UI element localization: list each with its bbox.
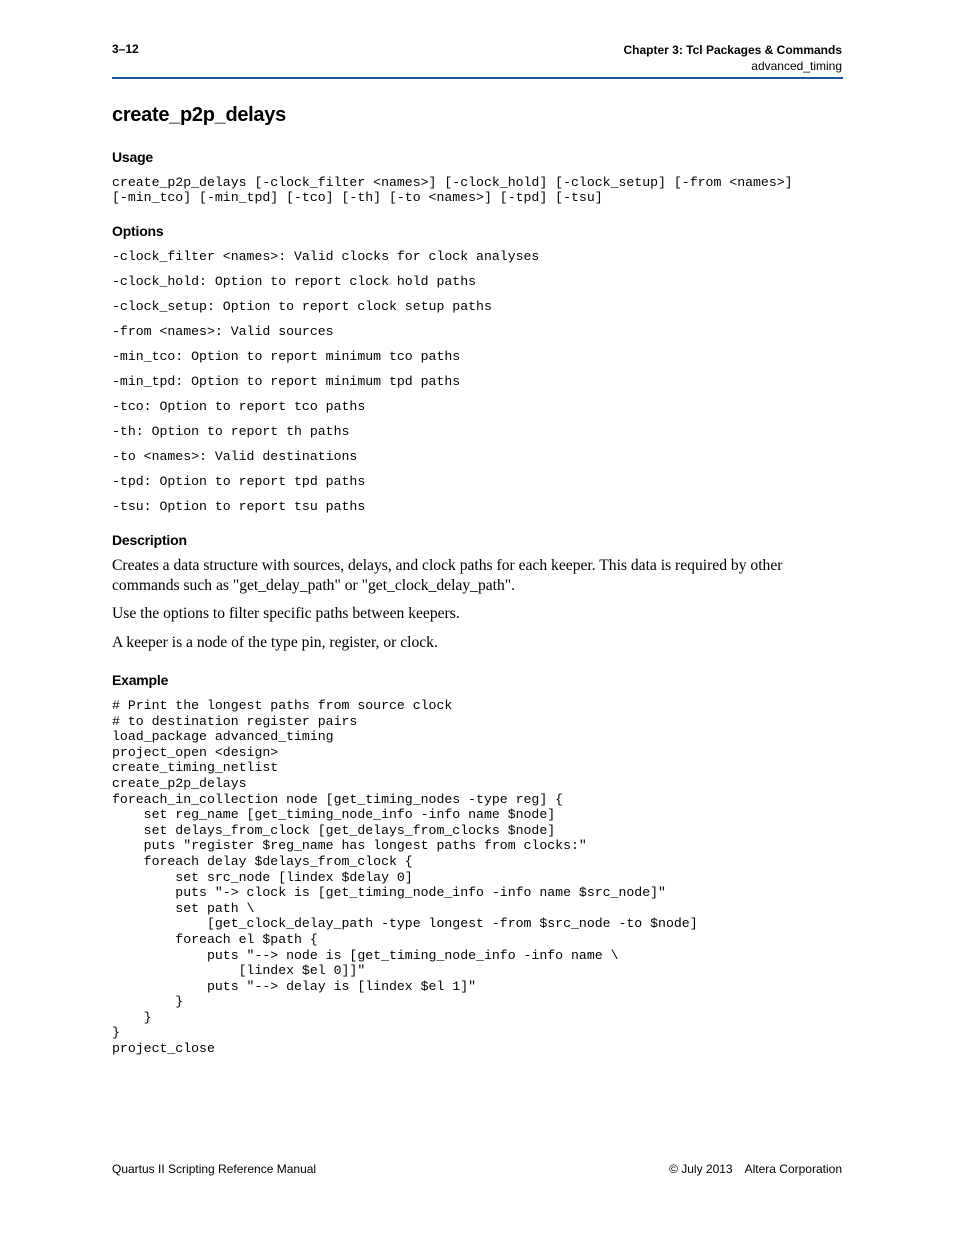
options-heading: Options xyxy=(112,223,164,239)
option-item: -tco: Option to report tco paths xyxy=(112,399,366,414)
description-paragraph: A keeper is a node of the type pin, register, or clock. xyxy=(112,634,438,651)
option-item: -min_tpd: Option to report minimum tpd paths xyxy=(112,374,461,389)
usage-line-2: [-min_tco] [-min_tpd] [-tco] [-th] [-to <names>] [-tpd] [-tsu] xyxy=(112,190,603,205)
footer-date: © July 2013 xyxy=(669,1162,733,1176)
option-item: -to <names>: Valid destinations xyxy=(112,449,358,464)
package-name: advanced_timing xyxy=(751,59,842,73)
option-item: -tpd: Option to report tpd paths xyxy=(112,474,366,489)
footer-copyright xyxy=(669,1162,842,1176)
option-item: -from <names>: Valid sources xyxy=(112,324,334,339)
description-paragraph: Creates a data structure with sources, delays, and clock paths for each keeper. This data is required by other commands such as "get_delay_path" or "get_clock_delay_path". xyxy=(112,557,783,594)
footer-company: Altera Corporation xyxy=(744,1162,842,1176)
option-item: -th: Option to report th paths xyxy=(112,424,350,439)
description-paragraph: Use the options to filter specific paths between keepers. xyxy=(112,605,460,622)
description-heading: Description xyxy=(112,532,187,548)
option-item: -clock_setup: Option to report clock setup paths xyxy=(112,299,492,314)
running-header xyxy=(623,42,842,74)
page-number: 3–12 xyxy=(112,42,139,56)
option-item: -clock_hold: Option to report clock hold paths xyxy=(112,274,477,289)
command-title: create_p2p_delays xyxy=(112,104,286,126)
usage-heading: Usage xyxy=(112,149,154,165)
example-code: # Print the longest paths from source clock # to destination register pairs load_package advanced_timing project_open <design> create_timing_netlist create_p2p_delays foreach_in_collection node [get_timing_nodes -type reg] { set reg_name [get_timing_node_info -info name $node] set delays_from_clock [get_delays_from_clocks $node] puts "register $reg_name has longest paths from clocks:" foreach delay $delays_from_clock { set src_node [lindex $delay 0] puts "-> clock is [get_timing_node_info -info name $src_node]" set path \ [get_clock_delay_path -type longest -from $src_node -to $node] foreach el $path { puts "--> node is [get_timing_node_info -info name \ [lindex $el 0]]" puts "--> delay is [lindex $el 1]" } } } project_close xyxy=(112,698,698,1057)
option-item: -min_tco: Option to report minimum tco paths xyxy=(112,349,461,364)
option-item: -tsu: Option to report tsu paths xyxy=(112,499,366,514)
chapter-title: Chapter 3: Tcl Packages & Commands xyxy=(623,43,842,57)
footer-manual-title: Quartus II Scripting Reference Manual xyxy=(112,1162,317,1176)
example-heading: Example xyxy=(112,672,169,688)
usage-line-1: create_p2p_delays [-clock_filter <names>] [-clock_hold] [-clock_setup] [-from <names>] xyxy=(112,175,793,190)
option-item: -clock_filter <names>: Valid clocks for clock analyses xyxy=(112,249,540,264)
header-rule xyxy=(112,77,843,79)
